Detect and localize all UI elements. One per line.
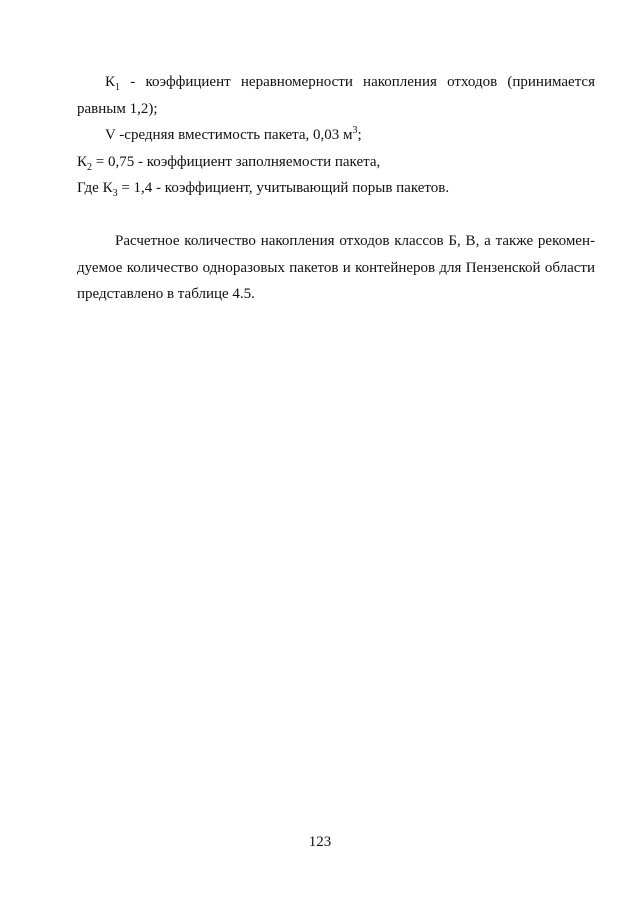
paragraph-line3: представлено в таблице 4.5. (77, 286, 255, 302)
v-superscript: 3 (352, 125, 358, 136)
k1-definition-line1 (105, 72, 595, 92)
page-number: 123 (308, 834, 332, 850)
v-text: V -средняя вместимость пакета, 0,03 м (105, 127, 353, 143)
k3-prefix: Где К (77, 180, 113, 196)
k2-definition (77, 152, 380, 172)
k2-symbol: К (77, 154, 88, 170)
k1-text-line1: - коэффициент неравномерности накопления отходов (принимается (120, 74, 595, 90)
v-definition (105, 125, 362, 145)
k3-text: = 1,4 - коэффициент, учитывающий порыв пакетов. (117, 180, 450, 196)
k1-subscript: 1 (115, 82, 121, 93)
v-suffix: ; (357, 127, 362, 143)
k1-definition-line2: равным 1,2); (77, 101, 158, 117)
k1-symbol: К (105, 74, 116, 90)
paragraph-line2: дуемое количество одноразовых пакетов и контейнеров для Пензенской области (77, 260, 595, 276)
paragraph-line1: Расчетное количество накопления отходов классов Б, В, а также рекомен- (115, 233, 595, 249)
k3-subscript: 3 (112, 188, 118, 199)
k3-definition (77, 178, 449, 198)
k2-subscript: 2 (87, 162, 93, 173)
k2-text: = 0,75 - коэффициент заполняемости пакета, (92, 154, 381, 170)
